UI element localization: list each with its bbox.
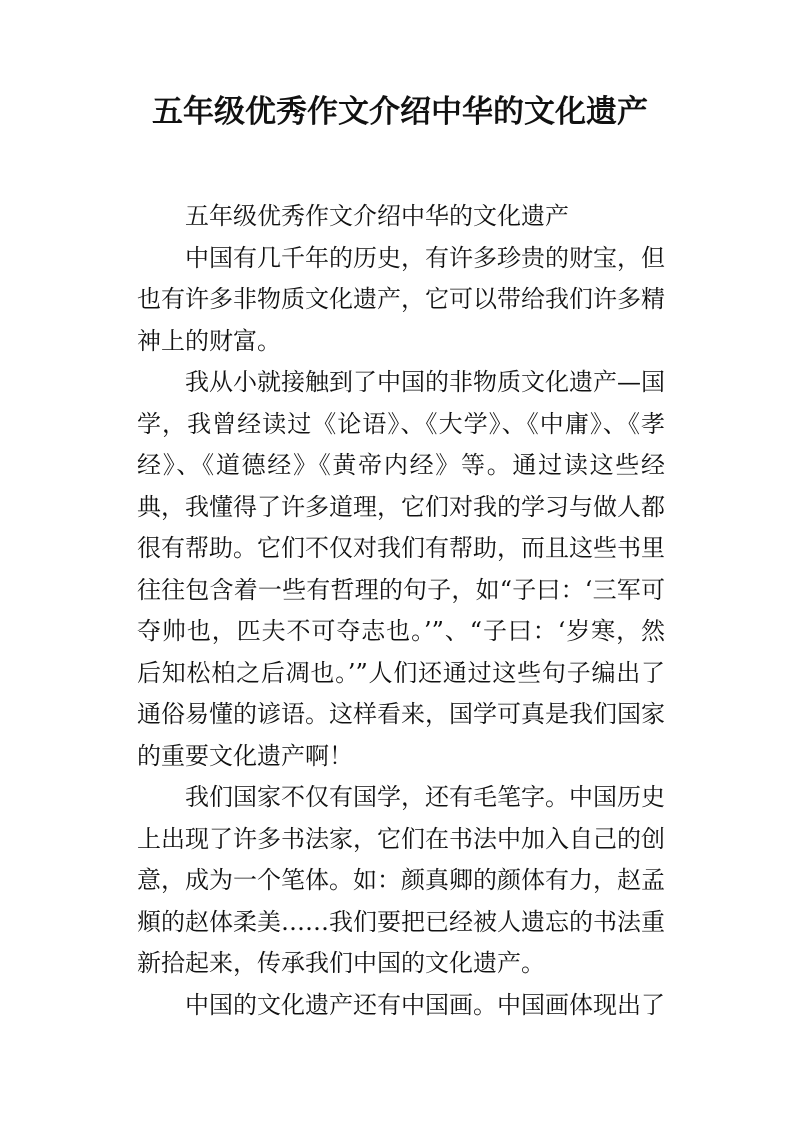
document-title: 五年级优秀作文介绍中华的文化遗产 [152, 94, 648, 130]
paragraph-guoxue: 我从小就接触到了中国的非物质文化遗产—国学，我曾经读过《论语》、《大学》、《中庸》、《孝经》、《道德经》《黄帝内经》等。通过读这些经典，我懂得了许多道理，它们对我的学习与做人都很有帮助。它们不仅对我们有帮助，而且这些书里往往包含着一些有哲理的句子，如“子曰：‘三军可夺帅也，匹夫不可夺志也。’”、“子曰：‘岁寒，然后知松柏之后凋也。’”人们还通过这些句子编出了通俗易懂的谚语。这样看来，国学可真是我们国家的重要文化遗产啊！ [137, 368, 665, 770]
document-body [137, 196, 665, 1026]
paragraph-intro: 中国有几千年的历史，有许多珍贵的财宝，但也有许多非物质文化遗产，它可以带给我们许多精神上的财富。 [137, 243, 665, 355]
paragraph-subtitle: 五年级优秀作文介绍中华的文化遗产 [185, 202, 569, 230]
paragraph-painting: 中国的文化遗产还有中国画。中国画体现出了 [185, 990, 665, 1019]
paragraph-calligraphy: 我们国家不仅有国学，还有毛笔字。中国历史上出现了许多书法家，它们在书法中加入自己的创意，成为一个笔体。如：颜真卿的颜体有力，赵孟頫的赵体柔美……我们要把已经被人遗忘的书法重新拾起来，传承我们中国的文化遗产。 [137, 783, 665, 977]
